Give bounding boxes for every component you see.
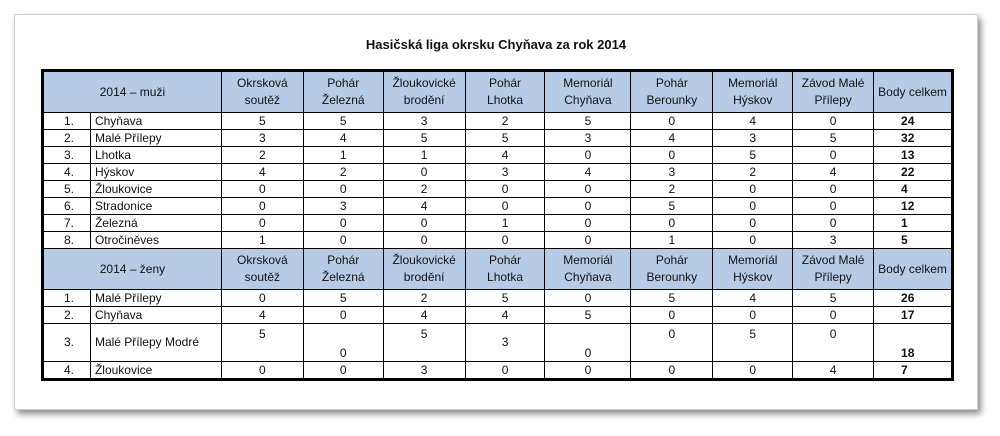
- column-header: Memoriál Chyňava: [545, 72, 631, 113]
- rank-cell: 4.: [44, 164, 91, 181]
- score-cell: 0: [303, 307, 383, 324]
- score-cell: 4: [631, 130, 713, 147]
- rank-cell: 4.: [44, 362, 91, 379]
- score-cell: 2: [631, 181, 713, 198]
- score-cell: 5: [545, 307, 631, 324]
- score-cell: 5: [793, 130, 874, 147]
- score-cell: 3: [713, 130, 793, 147]
- score-cell: 5: [631, 198, 713, 215]
- score-cell: 0: [793, 324, 874, 362]
- total-cell: 24: [874, 113, 952, 130]
- rank-cell: 5.: [44, 181, 91, 198]
- score-cell: 0: [221, 215, 303, 232]
- rank-cell: 1.: [44, 290, 91, 307]
- score-cell: 0: [631, 113, 713, 130]
- score-cell: 0: [545, 147, 631, 164]
- score-cell: 0: [793, 147, 874, 164]
- score-cell: 4: [713, 113, 793, 130]
- team-cell: Železná: [90, 215, 221, 232]
- women-header-row: [44, 249, 952, 290]
- score-cell: 1: [631, 232, 713, 249]
- score-cell: 0: [713, 198, 793, 215]
- score-cell: 3: [465, 324, 545, 362]
- rank-cell: 3.: [44, 147, 91, 164]
- score-cell: 5: [713, 147, 793, 164]
- table-row: [44, 362, 952, 379]
- score-cell: 0: [631, 324, 713, 362]
- score-cell: 5: [465, 130, 545, 147]
- rank-cell: 2.: [44, 130, 91, 147]
- score-cell: 0: [545, 181, 631, 198]
- document-sheet: [14, 14, 978, 410]
- score-cell: 3: [221, 130, 303, 147]
- score-cell: 0: [631, 307, 713, 324]
- score-cell: 0: [465, 181, 545, 198]
- score-cell: 4: [303, 130, 383, 147]
- team-cell: Stradonice: [90, 198, 221, 215]
- total-cell: 18: [874, 324, 952, 362]
- column-header: Závod Malé Přílepy: [793, 72, 874, 113]
- table-row: [44, 232, 952, 249]
- score-cell: 3: [465, 164, 545, 181]
- score-cell: 0: [465, 232, 545, 249]
- table-row: [44, 215, 952, 232]
- column-header: Pohár Berounky: [631, 249, 713, 290]
- total-cell: 17: [874, 307, 952, 324]
- score-cell: 3: [303, 198, 383, 215]
- score-cell: 4: [383, 198, 465, 215]
- table-row: [44, 181, 952, 198]
- column-header: Memoriál Chyňava: [545, 249, 631, 290]
- score-cell: 2: [383, 290, 465, 307]
- score-cell: 0: [303, 181, 383, 198]
- league-table: [43, 71, 952, 379]
- score-cell: 0: [793, 198, 874, 215]
- page-title: Hasičská liga okrsku Chyňava za rok 2014: [365, 37, 627, 52]
- total-cell: 1: [874, 215, 952, 232]
- score-cell: 0: [713, 362, 793, 379]
- score-cell: 2: [713, 164, 793, 181]
- total-cell: 7: [874, 362, 952, 379]
- total-cell: 4: [874, 181, 952, 198]
- score-cell: 0: [221, 198, 303, 215]
- table-row: [44, 147, 952, 164]
- score-cell: 2: [465, 113, 545, 130]
- men-header-row: [44, 72, 952, 113]
- column-header: Pohár Lhotka: [465, 72, 545, 113]
- score-cell: 0: [303, 232, 383, 249]
- score-cell: 5: [631, 290, 713, 307]
- table-row: [44, 198, 952, 215]
- column-header: Memoriál Hýskov: [713, 72, 793, 113]
- score-cell: 0: [631, 215, 713, 232]
- table-row: [44, 307, 952, 324]
- score-cell: 0: [221, 290, 303, 307]
- score-cell: 3: [793, 232, 874, 249]
- score-cell: 4: [793, 362, 874, 379]
- score-cell: 0: [383, 164, 465, 181]
- rank-cell: 7.: [44, 215, 91, 232]
- score-cell: 0: [545, 232, 631, 249]
- column-header: Okrsková soutěž: [221, 72, 303, 113]
- column-header: Pohár Berounky: [631, 72, 713, 113]
- score-cell: 5: [793, 290, 874, 307]
- score-cell: 4: [545, 164, 631, 181]
- team-cell: Hýskov: [90, 164, 221, 181]
- score-cell: 4: [465, 307, 545, 324]
- team-cell: Žloukovice: [90, 181, 221, 198]
- rank-cell: 8.: [44, 232, 91, 249]
- table-row: [44, 113, 952, 130]
- table-row: [44, 290, 952, 307]
- score-cell: 0: [545, 215, 631, 232]
- score-cell: 1: [383, 147, 465, 164]
- total-cell: 22: [874, 164, 952, 181]
- total-cell: 12: [874, 198, 952, 215]
- rank-cell: 1.: [44, 113, 91, 130]
- score-cell: 3: [383, 113, 465, 130]
- score-cell: 0: [545, 198, 631, 215]
- column-header: Body celkem: [874, 249, 952, 290]
- score-cell: 2: [303, 164, 383, 181]
- total-cell: 32: [874, 130, 952, 147]
- score-cell: 5: [383, 130, 465, 147]
- score-cell: 0: [545, 324, 631, 362]
- team-cell: Malé Přílepy: [90, 130, 221, 147]
- score-cell: 1: [221, 232, 303, 249]
- score-cell: 0: [465, 362, 545, 379]
- score-cell: 4: [465, 147, 545, 164]
- column-header: Memoriál Hýskov: [713, 249, 793, 290]
- score-cell: 5: [303, 290, 383, 307]
- total-cell: 13: [874, 147, 952, 164]
- score-cell: 0: [221, 362, 303, 379]
- score-cell: 3: [383, 362, 465, 379]
- table-row: [44, 130, 952, 147]
- score-cell: 5: [713, 324, 793, 362]
- team-cell: Otročiněves: [90, 232, 221, 249]
- women-group-label: 2014 – ženy: [44, 249, 222, 290]
- score-cell: 0: [221, 181, 303, 198]
- score-cell: 4: [383, 307, 465, 324]
- score-cell: 1: [303, 147, 383, 164]
- table-row: [44, 164, 952, 181]
- score-cell: 2: [383, 181, 465, 198]
- score-cell: 3: [631, 164, 713, 181]
- column-header: Pohár Železná: [303, 72, 383, 113]
- score-cell: 5: [465, 290, 545, 307]
- score-cell: 5: [303, 113, 383, 130]
- total-cell: 26: [874, 290, 952, 307]
- column-header: Pohár Železná: [303, 249, 383, 290]
- men-group-label: 2014 – muži: [44, 72, 222, 113]
- score-cell: 0: [545, 362, 631, 379]
- rank-cell: 3.: [44, 324, 91, 362]
- rank-cell: 2.: [44, 307, 91, 324]
- score-cell: 0: [303, 324, 383, 362]
- score-cell: 0: [545, 290, 631, 307]
- total-cell: 5: [874, 232, 952, 249]
- score-cell: 5: [383, 324, 465, 362]
- team-cell: Lhotka: [90, 147, 221, 164]
- rank-cell: 6.: [44, 198, 91, 215]
- score-cell: 0: [793, 181, 874, 198]
- score-cell: 0: [793, 113, 874, 130]
- score-cell: 5: [221, 113, 303, 130]
- team-cell: Žloukovice: [90, 362, 221, 379]
- column-header: Okrsková soutěž: [221, 249, 303, 290]
- column-header: Body celkem: [874, 72, 952, 113]
- score-cell: 0: [303, 362, 383, 379]
- score-cell: 0: [793, 215, 874, 232]
- score-cell: 5: [545, 113, 631, 130]
- score-cell: 1: [465, 215, 545, 232]
- column-header: Pohár Lhotka: [465, 249, 545, 290]
- column-header: Závod Malé Přílepy: [793, 249, 874, 290]
- team-cell: Chyňava: [90, 113, 221, 130]
- score-cell: 0: [713, 232, 793, 249]
- score-cell: 0: [383, 232, 465, 249]
- team-cell: Chyňava: [90, 307, 221, 324]
- score-cell: 2: [221, 147, 303, 164]
- score-cell: 0: [383, 215, 465, 232]
- score-cell: 0: [465, 198, 545, 215]
- score-cell: 4: [221, 307, 303, 324]
- score-cell: 0: [793, 307, 874, 324]
- score-cell: 0: [713, 215, 793, 232]
- score-cell: 0: [303, 215, 383, 232]
- team-cell: Malé Přílepy: [90, 290, 221, 307]
- team-cell: Malé Přílepy Modré: [90, 324, 221, 362]
- score-cell: 4: [713, 290, 793, 307]
- score-cell: 4: [221, 164, 303, 181]
- score-cell: 5: [221, 324, 303, 362]
- score-cell: 3: [545, 130, 631, 147]
- score-cell: 0: [713, 181, 793, 198]
- score-cell: 0: [713, 307, 793, 324]
- score-cell: 4: [793, 164, 874, 181]
- score-cell: 0: [631, 362, 713, 379]
- column-header: Žloukovické brodění: [383, 72, 465, 113]
- column-header: Žloukovické brodění: [383, 249, 465, 290]
- score-cell: 0: [631, 147, 713, 164]
- table-row: [44, 324, 952, 362]
